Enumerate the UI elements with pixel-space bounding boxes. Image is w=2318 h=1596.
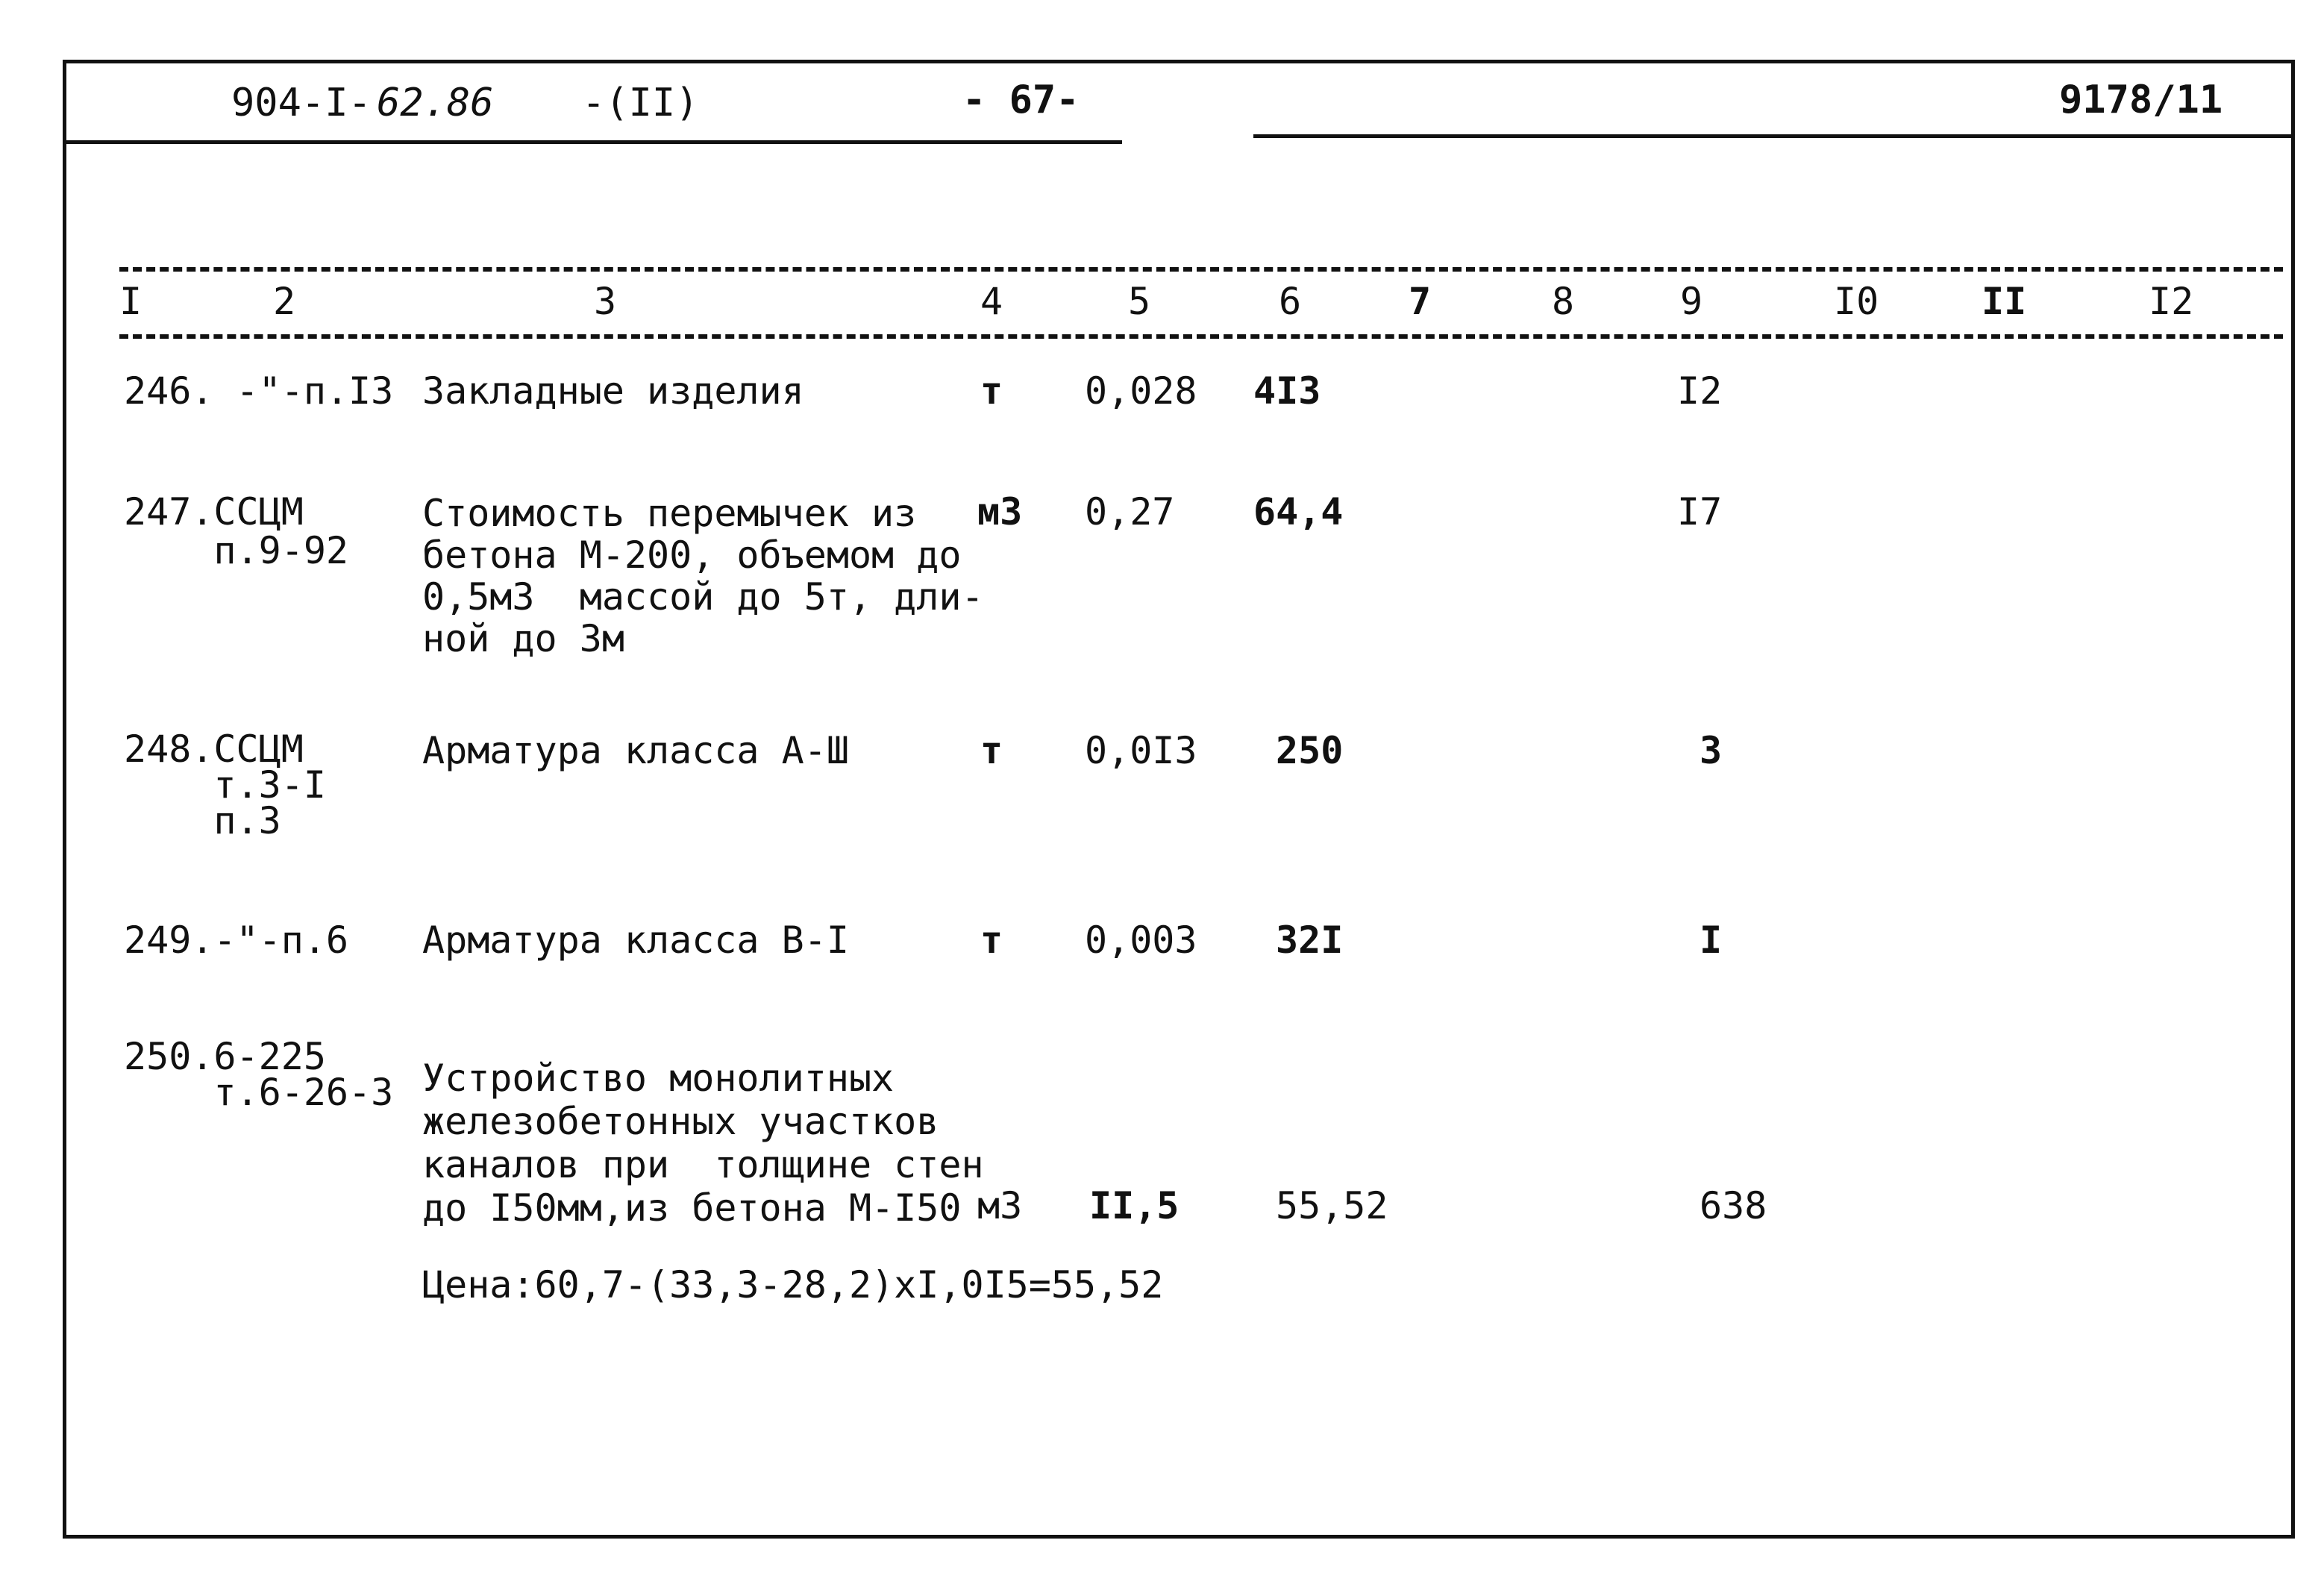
row-250-unit: м3 xyxy=(977,1184,1023,1227)
row-246-number-source: 246. -"-п.I3 xyxy=(124,369,394,413)
row-246-name: Закладные изделия xyxy=(422,369,804,413)
col-4: 4 xyxy=(980,280,1003,323)
header-rule-right xyxy=(1253,134,2292,138)
row-247-total: I7 xyxy=(1677,490,1723,533)
row-246-unit: т xyxy=(980,369,1003,413)
row-250-price: 55,52 xyxy=(1276,1184,1388,1227)
col-10: I0 xyxy=(1834,280,1879,323)
row-248-unit: т xyxy=(980,729,1003,772)
page-frame xyxy=(63,60,2295,1539)
columns-rule-top xyxy=(119,267,2283,272)
row-250-total: 638 xyxy=(1700,1184,1767,1227)
row-246-price: 4I3 xyxy=(1253,369,1321,413)
row-246-quantity: 0,028 xyxy=(1085,369,1197,413)
row-249-unit: т xyxy=(980,919,1003,962)
col-8: 8 xyxy=(1552,280,1575,323)
col-7: 7 xyxy=(1409,280,1432,323)
doc-code: 9178/11 xyxy=(2059,78,2223,122)
doc-part: -(II) xyxy=(582,81,699,125)
row-250-quantity: II,5 xyxy=(1089,1184,1180,1227)
row-250-number-source: 250.6-225 т.6-26-3 xyxy=(124,1035,394,1114)
row-246-total: I2 xyxy=(1677,369,1723,413)
col-1: I xyxy=(119,280,142,323)
row-249-name: Арматура класса В-I xyxy=(422,919,849,962)
row-249-price: 32I xyxy=(1276,919,1344,962)
row-247-name: Стоимость перемычек из бетона М-200, объемом до 0,5м3 массой до 5т, дли- ной до 3м xyxy=(422,492,984,660)
row-248-number-source: 248.ССЦМ т.3-I п.3 xyxy=(124,727,326,842)
row-247-price: 64,4 xyxy=(1253,490,1344,533)
row-249-number-source: 249.-"-п.6 xyxy=(124,919,349,962)
row-248-price: 250 xyxy=(1276,729,1344,772)
columns-rule-bottom xyxy=(119,334,2283,339)
row-250-name: Устройство монолитных железобетонных участков каналов при толщине стен до I50мм,из бетона М-I50 xyxy=(422,1057,984,1230)
header-rule-left xyxy=(63,140,1122,144)
row-247-unit: м3 xyxy=(977,490,1023,533)
doc-series-handwritten: 62.86 xyxy=(377,81,494,125)
col-5: 5 xyxy=(1128,280,1151,323)
row-247-quantity: 0,27 xyxy=(1085,490,1175,533)
row-247-number-source: 247.ССЦМ п.9-92 xyxy=(124,490,349,572)
col-2: 2 xyxy=(273,280,296,323)
page-number: - 67- xyxy=(962,78,1080,122)
col-12: I2 xyxy=(2149,280,2194,323)
row-249-total: I xyxy=(1700,919,1723,962)
col-3: 3 xyxy=(594,280,617,323)
row-249-quantity: 0,003 xyxy=(1085,919,1197,962)
doc-series: 904-I- xyxy=(231,81,372,125)
row-248-name: Арматура класса А-Ш xyxy=(422,729,849,772)
row-248-total: 3 xyxy=(1700,729,1723,772)
col-11: II xyxy=(1982,280,2027,323)
row-250-price-note: Цена:60,7-(33,3-28,2)хI,0I5=55,52 xyxy=(422,1263,1164,1306)
col-6: 6 xyxy=(1279,280,1302,323)
col-9: 9 xyxy=(1680,280,1703,323)
row-248-quantity: 0,0I3 xyxy=(1085,729,1197,772)
